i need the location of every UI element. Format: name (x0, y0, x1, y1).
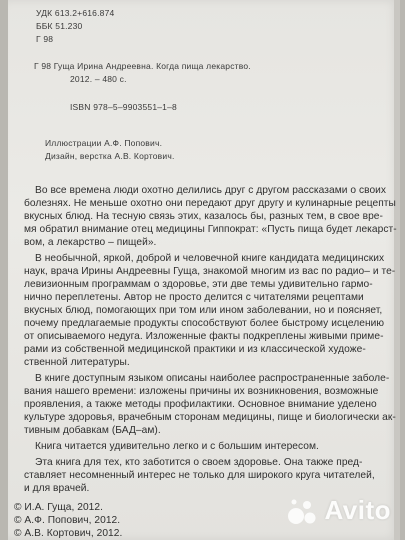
body-line: культуре здоровья, врачебным сторонам медицины, пище и биологически ак- (24, 412, 396, 423)
body-line: проявления, а также методы профилактики. Основное внимание уделено (24, 399, 377, 410)
body-line: Книга читается удивительно легко и с большим интересом. (35, 441, 319, 452)
body-line: В необычной, яркой, доброй и человечной книге кандидата медицинских (35, 253, 385, 264)
body-line: левизионным программам о здоровье, эти две темы удивительно гармо- (24, 279, 373, 290)
avito-watermark-text: Avito (324, 495, 391, 525)
design-credit: Дизайн, верстка А.В. Кортович. (45, 151, 175, 161)
body-line: вкусных блюд. На тесную связь этих, казалось бы, разных тем, в свое вре- (24, 211, 383, 222)
author-mark: Г 98 (36, 34, 54, 44)
copyright-line: © А.Ф. Попович, 2012. (14, 515, 121, 526)
body-line: мя обратил внимание отец медицины Гиппократ: «Пусть пища будет лекарст- (24, 224, 397, 235)
body-line: ставляет несомненный интерес не только для широкого круга читателей, (24, 470, 375, 481)
catalog-entry: Г 98 Гуща Ирина Андреевна. Когда пища лекарство. (34, 61, 251, 71)
body-line: тивным добавкам (БАД–ам). (24, 425, 161, 436)
copyright-line: © И.А. Гуща, 2012. (14, 502, 103, 513)
avito-logo-icon (286, 496, 320, 526)
body-line: и для врачей. (24, 483, 90, 494)
body-line: В книге доступным языком описаны наиболее распространенные заболе- (35, 373, 390, 384)
body-line: Эта книга для тех, кто заботится о своем здоровье. Она также пред- (35, 457, 363, 468)
bbk-code: ББК 51.230 (36, 21, 83, 31)
body-line: от описываемого недуга. Изложенные факты подкреплены живыми приме- (24, 331, 384, 342)
body-line: рами из собственной медицинской практики и из классической художе- (24, 344, 366, 355)
udk-code: УДК 613.2+616.874 (36, 8, 115, 18)
body-line: вания нашего времени: изложены причины их возникновения, возможные (24, 386, 379, 397)
avito-watermark (286, 495, 391, 526)
body-line: ственной литературы. (24, 357, 130, 368)
body-line: Во все времена люди охотно делились друг с другом рассказами о своих (35, 185, 387, 196)
copyright-line: © А.В. Кортович, 2012. (14, 528, 123, 539)
body-line: болезнях. Не меньше охотно они передают друг другу и кулинарные рецепты (24, 198, 396, 209)
catalog-pages: 2012. – 480 с. (70, 74, 127, 84)
body-line: вкусных блюд, помогающих при том или ином заболевании, но и поясняет, (24, 305, 383, 316)
isbn: ISBN 978–5–9903551–1–8 (70, 102, 177, 112)
body-line: нично переплетены. Автор не просто делится с читателями рецептами (24, 292, 364, 303)
illustrations-credit: Иллюстрации А.Ф. Попович. (45, 138, 163, 148)
book-page (8, 0, 400, 540)
body-line: почему предлагаемые продукты способствуют более быстрому исцелению (24, 318, 385, 329)
body-line: наук, врача Ирины Андреевны Гуща, знакомой многим из вас по радио– и те- (24, 266, 396, 277)
body-line: вом, а лекарство – пищей». (24, 237, 157, 248)
